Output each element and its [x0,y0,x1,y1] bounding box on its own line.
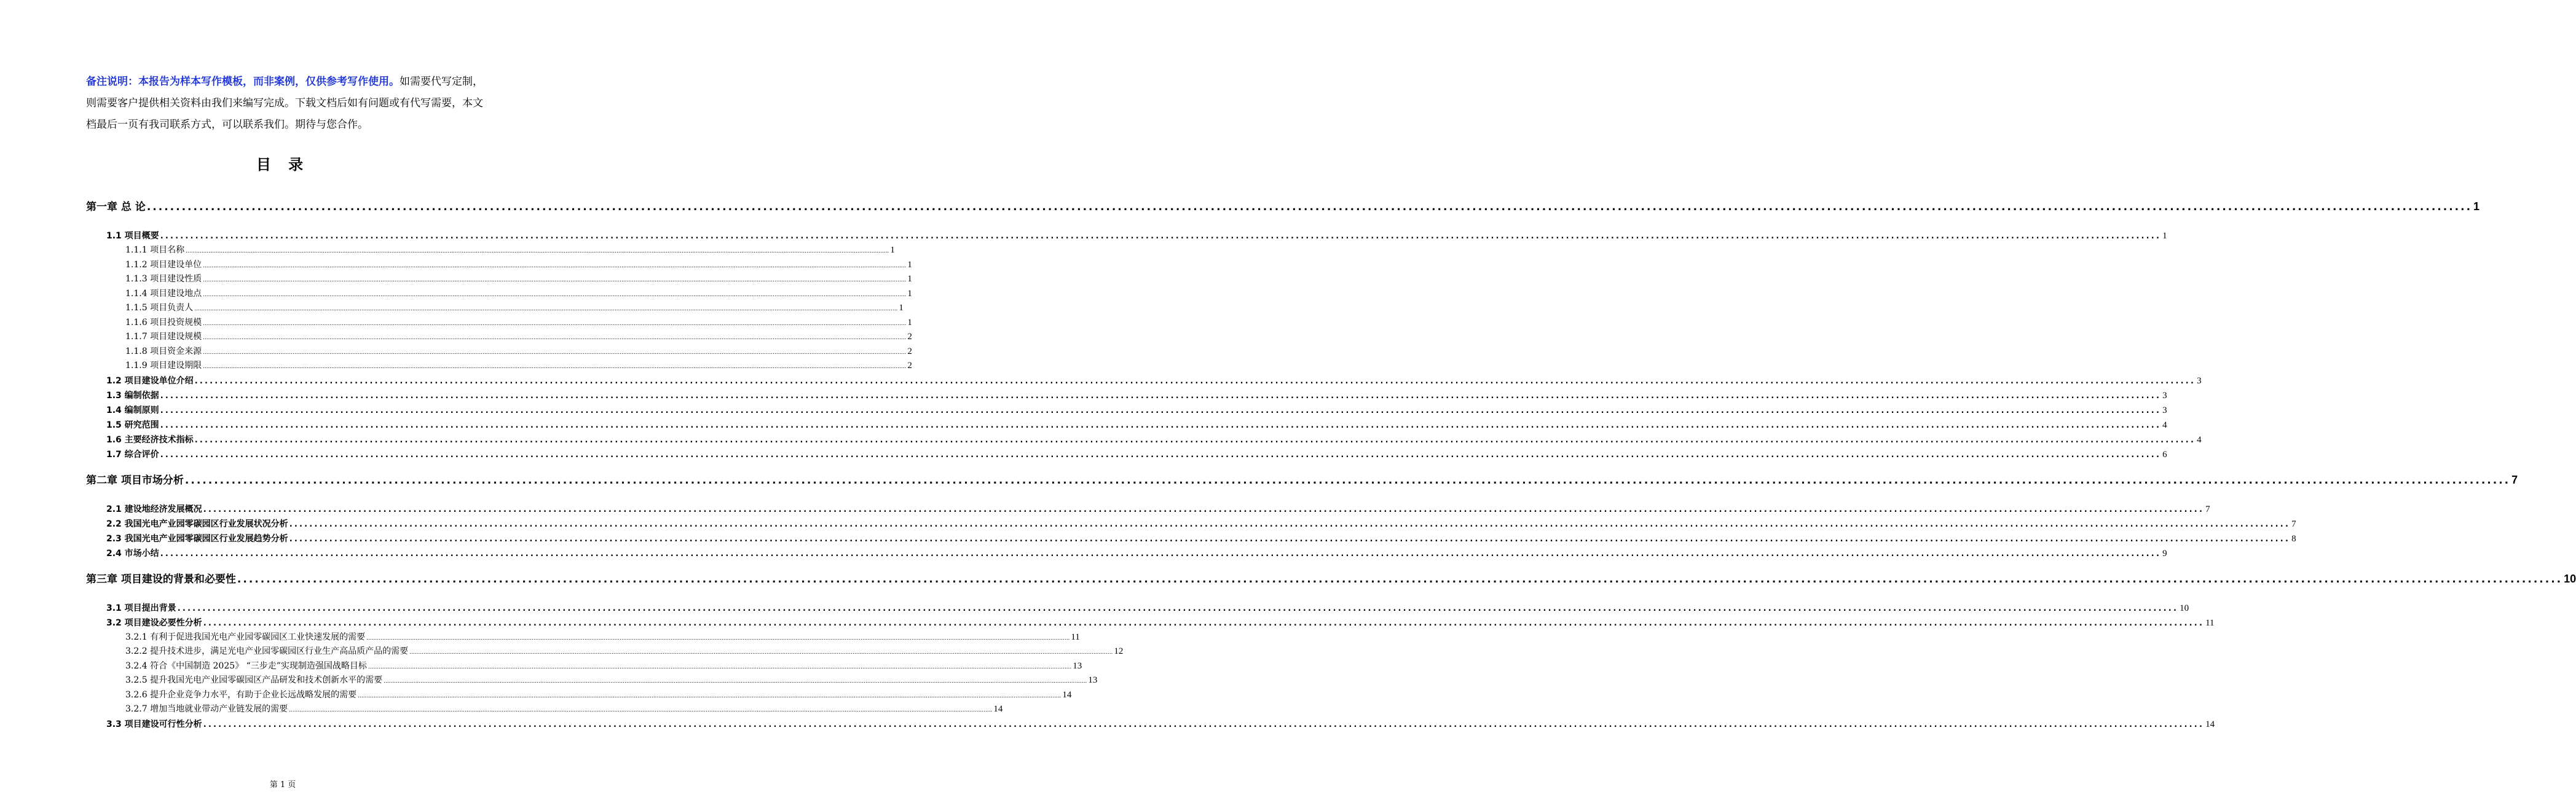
toc-page-number: 11 [2205,618,2215,628]
toc-leader-dots: ................................................................................................................................................................................................................................................................................................................................................................................................................ [146,201,2473,213]
toc-section-entry[interactable] [86,502,2210,517]
toc-leader-dots: ................................................................................................................................................................................................................................................................................................................................................................................................................ [177,603,2179,613]
toc-entry-label: 2.2 我国光电产业园零碳园区行业发展状况分析 [106,519,288,529]
toc-leader-dots: ................................................................................................................................................................................................................................................................................................................................................................................................................ [237,573,2563,586]
toc-entry-label: 3.2.6 提升企业竞争力水平，有助于企业长远战略发展的需要 [125,689,357,700]
toc-leader-dots: ................................................................................................................................................................................................................................................................................................................................................................................................................ [194,376,2196,386]
toc-page-number: 1 [907,274,912,284]
toc-entry-label: 1.5 研究范围 [106,420,159,430]
toc-entry-label: 2.4 市场小结 [106,548,159,559]
toc-leader-dots: ................................................................................................................................................................................................................................................................................................................................................................................................................ [160,406,2162,415]
toc-page-number: 1 [2162,231,2167,241]
toc-page-number: 14 [2205,719,2215,729]
toc-page-number: 1 [890,245,895,255]
disclaimer-text: 如需要代写定制，则需要客户提供相关资料由我们来编写完成。下载文档后如有问题或有代写需要，本文档最后一页有我司联系方式，可以联系我们。期待与您合作。 [86,76,483,131]
toc-entry-label: 1.2 项目建设单位介绍 [106,375,194,386]
toc-section-entry[interactable] [86,433,2202,447]
toc-page-number: 2 [907,361,912,371]
toc-leader-dots: ................................................................................................................................................................................................................................................................................................................................................................................................................ [203,335,907,341]
disclaimer-note [86,71,483,136]
toc-section-entry[interactable] [86,229,2167,243]
toc-section-entry[interactable] [86,601,2189,616]
toc-chapter-entry[interactable] [86,470,2518,490]
toc-section-entry[interactable] [86,388,2167,403]
toc-leader-dots: ................................................................................................................................................................................................................................................................................................................................................................................................................ [184,474,2511,487]
toc-page-number: 12 [1114,646,1124,656]
toc-section-entry[interactable] [86,418,2167,433]
toc-subsection-entry[interactable] [86,659,1082,674]
toc-leader-dots: ................................................................................................................................................................................................................................................................................................................................................................................................................ [358,692,1062,699]
toc-entry-label: 第一章 总 论 [86,201,146,213]
toc-leader-dots: ................................................................................................................................................................................................................................................................................................................................................................................................................ [186,248,889,254]
toc-entry-label: 1.1.9 项目建设期限 [125,361,202,371]
toc-entry-label: 3.2.7 增加当地就业带动产业链发展的需要 [125,704,288,714]
toc-subsection-entry[interactable] [86,316,912,331]
toc-page-number: 14 [993,704,1003,714]
toc-entry-label: 1.3 编制依据 [106,390,159,401]
toc-page-number: 14 [1062,689,1072,700]
toc-entry-label: 1.7 综合评价 [106,449,159,460]
toc-leader-dots: ................................................................................................................................................................................................................................................................................................................................................................................................................ [203,277,907,283]
toc-entry-label: 1.1.4 项目建设地点 [125,288,202,299]
toc-section-entry[interactable] [86,447,2167,462]
toc-leader-dots: ................................................................................................................................................................................................................................................................................................................................................................................................................ [289,534,2291,544]
toc-subsection-entry[interactable] [86,688,1072,703]
toc-page-number: 4 [2162,420,2167,430]
toc-leader-dots: ................................................................................................................................................................................................................................................................................................................................................................................................................ [194,306,898,312]
toc-subsection-entry[interactable] [86,258,912,273]
toc-leader-dots: ................................................................................................................................................................................................................................................................................................................................................................................................................ [289,707,993,713]
toc-page-number: 6 [2162,449,2167,460]
toc-page-number: 2 [907,346,912,356]
toc-entry-label: 3.2.1 有利于促进我国光电产业园零碳园区工业快速发展的需要 [125,632,366,642]
toc-leader-dots: ................................................................................................................................................................................................................................................................................................................................................................................................................ [203,720,2205,729]
toc-page-number: 8 [2291,533,2296,544]
toc-title: 目 录 [256,156,310,173]
toc-page-number: 1 [2473,200,2480,213]
toc-leader-dots: ................................................................................................................................................................................................................................................................................................................................................................................................................ [160,232,2162,241]
toc-page-number: 7 [2205,504,2210,514]
toc-leader-dots: ................................................................................................................................................................................................................................................................................................................................................................................................................ [203,262,907,269]
toc-page-number: 13 [1073,661,1082,671]
toc-entry-label: 1.1.5 项目负责人 [125,303,194,313]
toc-subsection-entry[interactable] [86,645,1124,659]
toc-section-entry[interactable] [86,717,2215,732]
toc-entry-label: 3.1 项目提出背景 [106,603,176,613]
disclaimer-highlight: 备注说明：本报告为样本写作模板，而非案例，仅供参考写作使用。 [86,76,400,88]
toc-subsection-entry[interactable] [86,630,1080,645]
toc-subsection-entry[interactable] [86,673,1098,688]
toc-page-number: 7 [2291,519,2296,529]
toc-leader-dots: ................................................................................................................................................................................................................................................................................................................................................................................................................ [409,649,1113,656]
toc-leader-dots: ................................................................................................................................................................................................................................................................................................................................................................................................................ [160,420,2162,430]
toc-page-number: 13 [1088,675,1098,685]
toc-section-entry[interactable] [86,546,2167,561]
toc-subsection-entry[interactable] [86,272,912,287]
toc-subsection-entry[interactable] [86,243,895,258]
toc-page-number: 7 [2511,473,2518,486]
toc-page-number: 3 [2162,405,2167,415]
toc-leader-dots: ................................................................................................................................................................................................................................................................................................................................................................................................................ [289,519,2291,529]
toc-page-number: 9 [2162,548,2167,559]
toc-entry-label: 1.4 编制原则 [106,405,159,415]
toc-page-number: 10 [2180,603,2189,613]
toc-leader-dots: ................................................................................................................................................................................................................................................................................................................................................................................................................ [366,635,1070,641]
toc-page-number: 11 [1071,632,1080,642]
toc-page-number: 1 [907,317,912,327]
toc-leader-dots: ................................................................................................................................................................................................................................................................................................................................................................................................................ [203,364,907,370]
toc-subsection-entry[interactable] [86,702,1003,717]
toc-page-number: 1 [907,259,912,270]
toc-page-number: 2 [907,332,912,342]
toc-entry-label: 3.2.4 符合《中国制造 2025》 “三步走”实现制造强国战略目标 [125,661,367,671]
toc-leader-dots: ................................................................................................................................................................................................................................................................................................................................................................................................................ [203,291,907,298]
toc-leader-dots: ................................................................................................................................................................................................................................................................................................................................................................................................................ [203,504,2205,514]
toc-entry-label: 1.1 项目概要 [106,231,159,241]
toc-entry-label: 第二章 项目市场分析 [86,474,184,487]
toc-subsection-entry[interactable] [86,345,912,359]
toc-entry-label: 1.6 主要经济技术指标 [106,434,194,445]
toc-leader-dots: ................................................................................................................................................................................................................................................................................................................................................................................................................ [384,678,1087,684]
toc-chapter-entry[interactable] [86,197,2480,216]
toc-leader-dots: ................................................................................................................................................................................................................................................................................................................................................................................................................ [160,391,2162,401]
toc-leader-dots: ................................................................................................................................................................................................................................................................................................................................................................................................................ [368,664,1072,670]
toc-subsection-entry[interactable] [86,301,904,316]
toc-entry-label: 1.1.1 项目名称 [125,245,185,255]
toc-entry-label: 1.1.2 项目建设单位 [125,259,202,270]
toc-entry-label: 1.1.8 项目资金来源 [125,346,202,356]
toc-subsection-entry[interactable] [86,330,912,345]
toc-entry-label: 3.2 项目建设必要性分析 [106,618,202,628]
toc-leader-dots: ................................................................................................................................................................................................................................................................................................................................................................................................................ [203,349,907,356]
toc-leader-dots: ................................................................................................................................................................................................................................................................................................................................................................................................................ [203,618,2205,628]
toc-entry-label: 1.1.3 项目建设性质 [125,274,202,284]
toc-leader-dots: ................................................................................................................................................................................................................................................................................................................................................................................................................ [160,450,2162,460]
table-of-contents [86,197,2576,732]
toc-entry-label: 1.1.6 项目投资规模 [125,317,202,327]
toc-entry-label: 3.2.2 提升技术进步，满足光电产业园零碳园区行业生产高品质产品的需要 [125,646,409,656]
toc-page-number: 3 [2197,375,2202,386]
toc-entry-label: 1.1.7 项目建设规模 [125,332,202,342]
toc-chapter-entry[interactable] [86,569,2576,589]
toc-section-entry[interactable] [86,616,2215,630]
toc-leader-dots: ................................................................................................................................................................................................................................................................................................................................................................................................................ [203,320,907,327]
toc-section-entry[interactable] [86,531,2296,546]
toc-leader-dots: ................................................................................................................................................................................................................................................................................................................................................................................................................ [160,549,2162,559]
toc-page-number: 3 [2162,390,2167,401]
toc-page-number: 1 [899,303,904,313]
toc-entry-label: 第三章 项目建设的背景和必要性 [86,573,236,586]
toc-subsection-entry[interactable] [86,287,912,302]
toc-section-entry[interactable] [86,517,2296,531]
page-footer: 第 1 页 [269,780,296,790]
toc-page-number: 4 [2197,434,2202,445]
toc-section-entry[interactable] [86,374,2202,388]
toc-section-entry[interactable] [86,403,2167,418]
toc-page-number: 1 [907,288,912,299]
toc-entry-label: 2.1 建设地经济发展概况 [106,504,202,514]
toc-entry-label: 3.3 项目建设可行性分析 [106,719,202,729]
toc-leader-dots: ................................................................................................................................................................................................................................................................................................................................................................................................................ [194,435,2196,445]
toc-subsection-entry[interactable] [86,359,912,374]
toc-page-number: 10 [2564,572,2576,585]
toc-entry-label: 3.2.5 提升我国光电产业园零碳园区产品研发和技术创新水平的需要 [125,675,383,685]
toc-entry-label: 2.3 我国光电产业园零碳园区行业发展趋势分析 [106,533,288,544]
